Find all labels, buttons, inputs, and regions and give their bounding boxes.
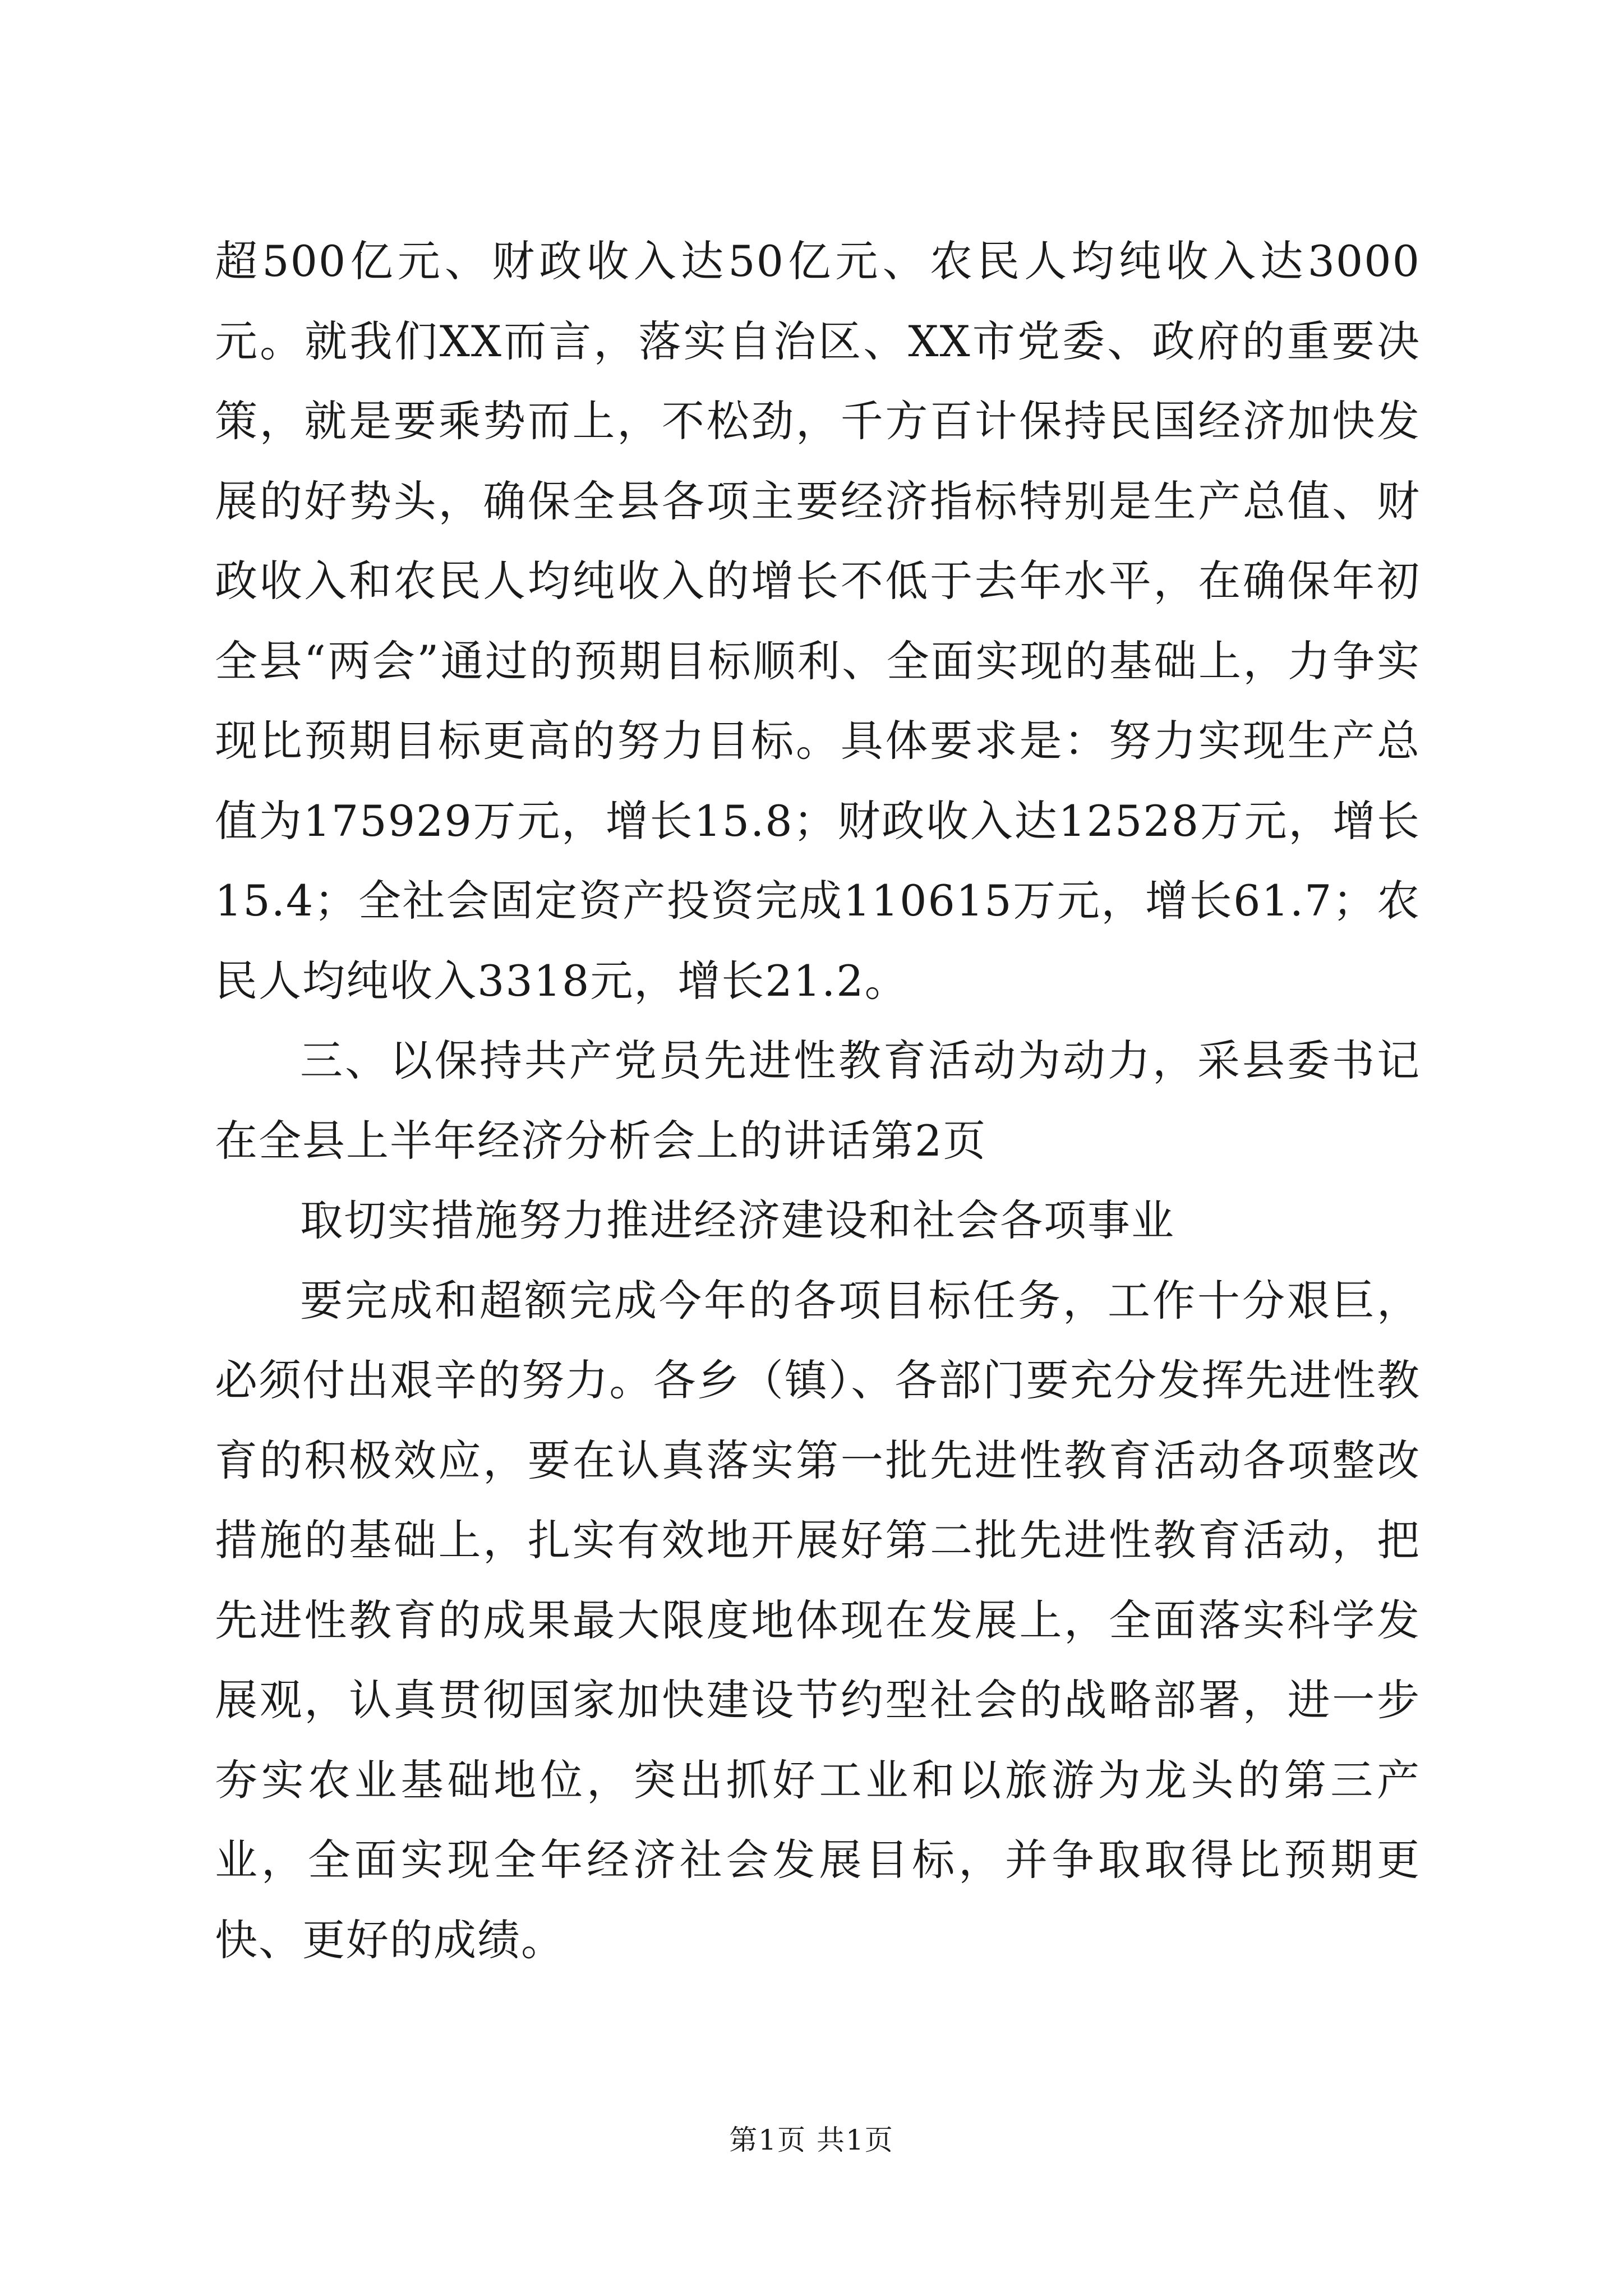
section-heading: 取切实措施努力推进经济建设和社会各项事业 — [300, 1195, 1175, 1245]
document-body — [215, 222, 1421, 1980]
body-paragraph-2: 三、以保持共产党员先进性教育活动为动力，采县委书记在全县上半年经济分析会上的讲话第2页 — [215, 1036, 1421, 1166]
page-footer: 第1页 共1页 — [729, 2124, 894, 2156]
body-paragraph-1: 超500亿元、财政收入达50亿元、农民人均纯收入达3000元。就我们XX而言，落实自治区、XX市党委、政府的重要决策，就是要乘势而上，不松劲，千方百计保持民国经济加快发展的好势头，确保全县各项主要经济指标特别是生产总值、财政收入和农民人均纯收入的增长不低于去年水平，在确保年初全县“两会”通过的预期目标顺利、全面实现的基础上，力争实现比预期目标更高的努力目标。具体要求是：努力实现生产总值为175929万元，增长15.8；财政收入达12528万元，增长15.4；全社会固定资产投资完成110615万元，增长61.7；农民人均纯收入3318元，增长21.2。 — [215, 236, 1421, 1006]
body-paragraph-3: 要完成和超额完成今年的各项目标任务，工作十分艰巨，必须付出艰辛的努力。各乡（镇）、各部门要充分发挥先进性教育的积极效应，要在认真落实第一批先进性教育活动各项整改措施的基础上，扎实有效地开展好第二批先进性教育活动，把先进性教育的成果最大限度地体现在发展上，全面落实科学发展观，认真贯彻国家加快建设节约型社会的战略部署，进一步夯实农业基础地位，突出抓好工业和以旅游为龙头的第三产业，全面实现全年经济社会发展目标，并争取取得比预期更快、更好的成绩。 — [215, 1275, 1421, 1965]
